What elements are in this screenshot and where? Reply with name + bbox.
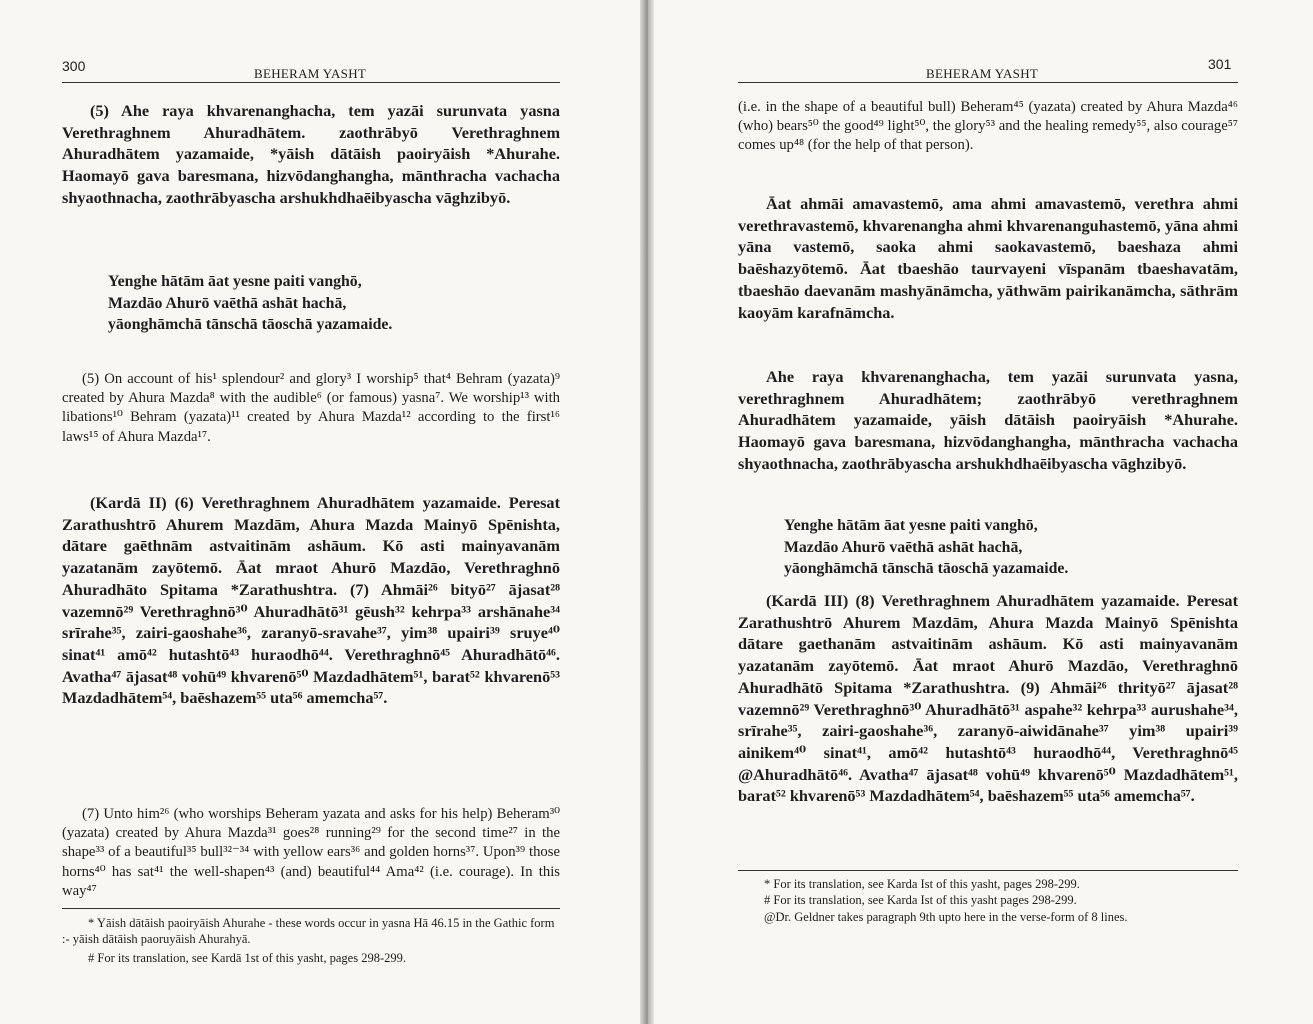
header-rule bbox=[62, 82, 560, 83]
verse-line: Yenghe hātām āat yesne paiti vanghō, bbox=[784, 517, 1038, 534]
verse-line: Mazdāo Ahurō vaēthā ashāt hachā, bbox=[108, 294, 347, 312]
avestan-aat-paragraph: Āat ahmāi amavastemō, ama ahmi amavastemō, verethra ahmi verethravastemō, khvarenangha ahmi khvarenanguhastemō, yāna ahmi yāna vastemō, saoka ahmi saokavastemō, baeshaza ahmi baēshazyōtemō. Āat tbaeshāo taurvayeni vīspanām tbaeshavatām, tbaeshāo daevanām mashyānāmcha, yāthwām pairikanāmcha, sāthrām kaoyām karafnāmcha. bbox=[738, 194, 1238, 322]
footnote: # For its translation, see Karda Ist of this yasht pages 298-299. bbox=[764, 893, 1077, 908]
verse-block bbox=[108, 271, 558, 336]
page-number: 300 bbox=[62, 58, 86, 74]
avestan-paragraph-5: (5) Ahe raya khvarenanghacha, tem yazāi surunvata yasna Verethraghnem Ahuradhātem. zaothrābyō Verethraghnem Ahuradhātem yazamaide, *yāish dātāish paoiryāish *Ahurahe. Haomayō gava baresmana, hizvōdanghangha, mānthracha vachacha shyaothnacha, zaothrābyascha arshukhdhaēibyascha vāghzibyō. bbox=[62, 101, 560, 207]
verse-line: yāonghāmchā tānschā tāoschā yazamaide. bbox=[108, 316, 393, 333]
header-rule bbox=[738, 82, 1238, 83]
verse-line: Yenghe hātām āat yesne paiti vanghō, bbox=[108, 273, 362, 290]
running-header: BEHERAM YASHT bbox=[926, 66, 1039, 81]
translation-paragraph-5: (5) On account of his¹ splendour² and glory³ I worship⁵ that⁴ Behram (yazata)⁹ created by Ahura Mazda⁸ with the audible⁶ (or famous) yasna⁷. We worship¹³ with libations¹⁰ Behram (yazata)¹¹ created by Ahura Mazda¹² according to the first¹⁶ laws¹⁵ of Ahura Mazda¹⁷. bbox=[62, 371, 560, 445]
verse-block bbox=[784, 515, 1234, 580]
translation-continued: (i.e. in the shape of a beautiful bull) Beheram⁴⁵ (yazata) created by Ahura Mazda⁴⁶ (who) bears⁵⁰ the good⁴⁹ light⁵⁰, the glory⁵³ and the healing remedy⁵⁵, also courage⁵⁷ comes up⁴⁸ (for the help of that person). bbox=[738, 99, 1238, 154]
avestan-karda-3: (Kardā III) (8) Verethraghnem Ahuradhātem yazamaide. Peresat Zarathushtrō Ahurem Mazdām, Ahura Mazda Mainyō Spēnishta dātare gaethanām astvaitinām ashāum. Kō asti mainyavanām yazatanām zayōtemō. Āat mraot Ahurō Mazdāo, Verethraghnō Ahuradhātō Spitama *Zarathushtra. (9) Ahmāi²⁶ thrityō²⁷ ājasat²⁸ vazemnō²⁹ Verethraghnō³⁰ Ahuradhātō³¹ aspahe³² kehrpa³³ aurushahe³⁴, srīrahe³⁵, zairi-gaoshahe³⁶, zaranyō-aiwidānahe³⁷ yim³⁸ upairi³⁹ ainikem⁴⁰ sinat⁴¹, amō⁴² hutashtō⁴³ huraodhō⁴⁴, Verethraghnō⁴⁵ @Ahuradhātō⁴⁶. Avatha⁴⁷ ājasat⁴⁸ vohū⁴⁹ khvarenō⁵⁰ Mazdadhātem⁵¹, barat⁵² khvarenō⁵³ Mazdadhātem⁵⁴, baēshazem⁵⁵ uta⁵⁶ amemcha⁵⁷. bbox=[738, 591, 1238, 806]
verse-line: Mazdāo Ahurō vaēthā ashāt hachā, bbox=[784, 538, 1023, 556]
footnote-rule bbox=[62, 908, 560, 909]
page-number: 301 bbox=[1208, 56, 1232, 72]
left-page bbox=[0, 0, 640, 1024]
footnote: * Yāish dātāish paoiryāish Ahurahe - these words occur in yasna Hā 46.15 in the Gathic form :- yāish dātāish paoruyāish Ahurahyā. bbox=[62, 916, 555, 947]
footnote: * For its translation, see Karda Ist of this yasht, pages 298-299. bbox=[764, 877, 1080, 891]
footnotes bbox=[62, 915, 560, 966]
verse-line: yāonghāmchā tānschā tāoschā yazamaide. bbox=[784, 560, 1069, 577]
footnote: # For its translation, see Kardā 1st of this yasht, pages 298-299. bbox=[88, 950, 407, 965]
avestan-ahe-paragraph: Ahe raya khvarenanghacha, tem yazāi surunvata yasna, verethraghnem Ahuradhātem; zaothrābyō verethraghnem Ahuradhātem yazamaide, yāish dātāish paoiryāish *Ahurahe. Haomayō gava baresmana, hizvōdanghangha, mānthracha vachacha shyaothnacha, zaothrābyascha arshukhdhaēibyascha vāghzibyō. bbox=[738, 367, 1238, 473]
footnote-rule bbox=[738, 870, 1238, 871]
avestan-karda-2: (Kardā II) (6) Verethraghnem Ahuradhātem yazamaide. Peresat Zarathushtrō Ahurem Mazdām, Ahura Mazda Mainyō Spēnishta, dātare gaēthnām astvaitinām ashāum. Kō asti mainyavanām yazatanām zayōtemō. Āat mraot Ahurō Mazdāo, Verethraghnō Ahuradhāto Spitama *Zarathushtra. (7) Ahmāi²⁶ bityō²⁷ ājasat²⁸ vazemnō²⁹ Verethraghnō³⁰ Ahuradhātō³¹ gēush³² kehrpa³³ arshānahe³⁴ srīrahe³⁵, zairi-gaoshahe³⁶, zaranyō-sravahe³⁷, yim³⁸ upairi³⁹ sruye⁴⁰ sinat⁴¹ amō⁴² hutashtō⁴³ huraodhō⁴⁴. Verethraghnō⁴⁵ Ahuradhātō⁴⁶. Avatha⁴⁷ ājasat⁴⁸ vohū⁴⁹ khvarenō⁵⁰ Mazdadhātem⁵¹, barat⁵² khvarenō⁵³ Mazdadhātem⁵⁴, baēshazem⁵⁵ uta⁵⁶ amemcha⁵⁷. bbox=[62, 493, 560, 708]
book-gutter bbox=[640, 0, 654, 1024]
footnote: @Dr. Geldner takes paragraph 9th upto here in the verse-form of 8 lines. bbox=[764, 909, 1128, 924]
translation-paragraph-7: (7) Unto him²⁶ (who worships Beheram yazata and asks for his help) Beheram³⁰ (yazata) created by Ahura Mazda³¹ goes²⁸ running²⁹ for the second time²⁷ in the shape³³ of a beautiful³⁵ bull³²⁻³⁴ with yellow ears³⁶ and golden horns³⁷. Upon³⁹ those horns⁴⁰ has sat⁴¹ the well-shapen⁴³ (and) beautiful⁴⁴ Ama⁴² (i.e. courage). In this way⁴⁷ bbox=[62, 806, 560, 899]
footnotes bbox=[738, 876, 1238, 925]
running-header: BEHERAM YASHT bbox=[254, 66, 367, 81]
right-page bbox=[654, 0, 1313, 1024]
